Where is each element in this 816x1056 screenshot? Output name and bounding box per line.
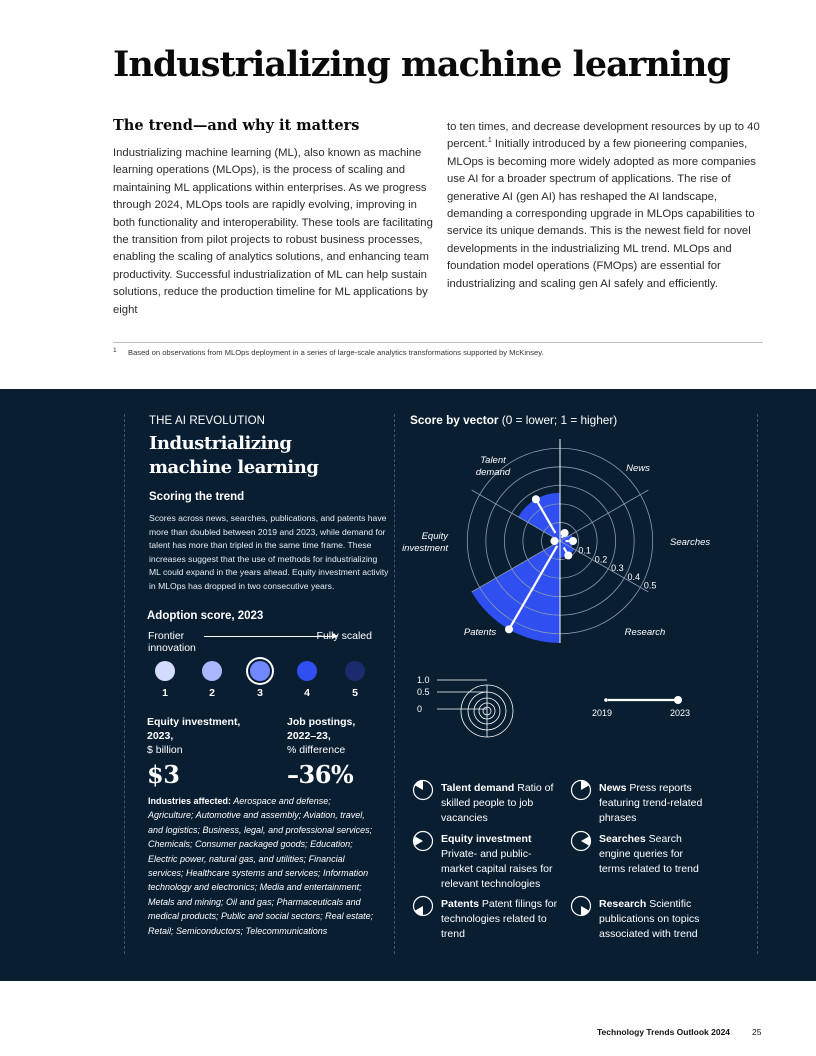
jobs-stat-value: –36% <box>287 760 354 789</box>
legend-item-title: Searches <box>599 833 646 845</box>
footnote-text: Based on observations from MLOps deployment in a series of large-scale analytics transformations supported by McKinsey. <box>128 348 544 357</box>
patents-sector-icon <box>412 895 434 917</box>
ring-tick-label: 0.1 <box>578 545 591 556</box>
icon-sector <box>581 906 589 916</box>
adoption-level-5 <box>345 661 365 681</box>
industries-list: Aerospace and defense; Agriculture; Automotive and assembly; Aviation, travel, and logistics; Business, legal, and professional services; Chemicals; Consumer packaged goods; Education; Electric power, natural gas, and utilities; Financial services; Healthcare systems and services; Information technology and electronics; Media and entertainment; Metals and mining; Oil and gas; Pharmaceuticals and medical products; Public and social sectors; Real estate; Retail; Semiconductors; Telecommunications <box>148 796 374 936</box>
score-point-2023 <box>532 495 540 503</box>
chart-title <box>410 413 617 427</box>
ring-tick-label: 0.4 <box>627 571 641 582</box>
panel-title-line2: machine learning <box>149 457 319 478</box>
jobs-label-unit: % difference <box>287 744 346 756</box>
sector-divider <box>560 541 648 592</box>
icon-sector <box>581 781 589 791</box>
timeline-end-point <box>674 696 682 704</box>
footnote-divider <box>113 342 763 343</box>
legend-item-description: Private- and public-market capital raises for relevant technologies <box>441 848 553 890</box>
adoption-level-4 <box>297 661 317 681</box>
legend-item-title: Talent demand <box>441 782 515 794</box>
adoption-level-label: 2 <box>209 687 215 699</box>
icon-sector <box>415 781 423 791</box>
legend-item-title: Research <box>599 898 647 910</box>
ring-tick-label: 0.3 <box>611 563 624 574</box>
key-tick-label: 0.5 <box>417 687 430 697</box>
scale-right-label: Fully scaled <box>316 630 372 642</box>
legend-item-title: Patents <box>441 898 479 910</box>
adoption-level-label: 1 <box>162 687 168 699</box>
adoption-level-1 <box>155 661 175 681</box>
legend-item-description: Ratio of skilled people to job vacancies <box>441 782 554 824</box>
score-point-2023 <box>564 551 572 559</box>
adoption-level-label: 4 <box>304 687 310 699</box>
chart-title-rest: (0 = lower; 1 = higher) <box>498 413 618 427</box>
vector-label-line: Talent <box>480 455 506 466</box>
timeline-start-point <box>604 698 608 702</box>
vector-label-talent-demand <box>476 455 511 478</box>
icon-sector <box>581 836 591 846</box>
adoption-level-2 <box>202 661 222 681</box>
legend-item-title: Equity investment <box>441 833 532 845</box>
legend-item-title: News <box>599 782 627 794</box>
equity-stat-value: $3 <box>147 760 180 789</box>
key-tick-label: 0 <box>417 704 423 714</box>
research-sector-icon <box>570 895 592 917</box>
score-point-2023 <box>561 529 569 537</box>
chart-key <box>412 677 742 747</box>
key-tick-label: 1.0 <box>417 675 430 685</box>
news-sector-icon <box>570 779 592 801</box>
score-point-2023 <box>550 537 558 545</box>
vector-label-line: demand <box>475 467 511 478</box>
vector-label-patents: Patents <box>463 627 497 638</box>
panel-title <box>149 432 379 480</box>
legend-item-description: Press reports featuring trend-related phrases <box>599 782 703 824</box>
equity-investment-sector-icon <box>412 830 434 852</box>
timeline-start-label: 2019 <box>591 708 613 718</box>
legend-item <box>441 832 561 892</box>
body-text-right-part1: to ten times, and decrease development resources by up to 40 percent. <box>447 121 760 151</box>
score-point-2023 <box>569 537 577 545</box>
vector-label-searches: Searches <box>670 537 711 548</box>
body-text-left: Industrializing machine learning (ML), also known as machine learning operations (MLOps), is the process of scaling and maintaining ML applications within enterprises. As we progress through 2024, MLOps tools are rapidly evolving, improving in both functionality and interoperability. These tools are facilitating the transition from pilot projects to robust business processes, enabling the scaling of analytics solutions, and enhancing team productivity. Successful industrialization of ML can help sustain solutions, reduce the production timeline for ML applications by eight <box>113 147 433 316</box>
body-text-right-part2: Initially introduced by a few pioneering companies, MLOps is becoming more widely adopted as more companies use AI for a broader spectrum of applications. The rise of generative AI (gen AI) has reshaped the AI landscape, demanding a corresponding upgrade in MLOps capabilities to service its unique demands. This is the newest field for novel developments in the industrializing ML trend. MLOps and foundation model operations (FMOps) are essential for industrializing and scaling gen AI safely and efficiently. <box>447 138 756 290</box>
legend-item <box>599 781 704 826</box>
vector-label-news: News <box>626 463 650 474</box>
jobs-label-bold: Job postings, 2022–23, <box>287 716 356 742</box>
trend-panel <box>0 389 816 981</box>
ring-tick-label: 0.5 <box>643 580 657 591</box>
scale-left-label: Frontier innovation <box>148 630 196 654</box>
footnote-reference[interactable]: 1 <box>487 137 492 145</box>
equity-stat-label <box>147 715 267 757</box>
scoring-heading: Scoring the trend <box>149 491 245 503</box>
adoption-level-label: 3 <box>257 687 263 699</box>
sector-divider <box>560 490 648 541</box>
score-by-vector-chart <box>398 429 758 689</box>
page-title: Industrializing machine learning <box>113 44 730 85</box>
legend-item-description: Scientific publications on topics associated with trend <box>599 898 700 940</box>
chart-title-bold: Score by vector <box>410 413 499 427</box>
industries-label: Industries affected: <box>148 796 232 806</box>
panel-eyebrow: THE AI REVOLUTION <box>149 415 266 427</box>
legend-item <box>441 781 561 826</box>
icon-sector <box>414 836 424 846</box>
vector-label-line: investment <box>402 543 448 554</box>
adoption-heading: Adoption score, 2023 <box>147 610 264 622</box>
adoption-level-label: 5 <box>352 687 358 699</box>
panel-title-line1: Industrializing <box>149 433 292 454</box>
icon-sector <box>415 906 423 916</box>
legend-item-description: Patent filings for technologies related to trend <box>441 898 558 940</box>
legend-item <box>441 897 561 942</box>
legend-item <box>599 897 704 942</box>
talent-demand-sector-icon <box>412 779 434 801</box>
score-point-2023 <box>505 625 513 633</box>
panel-divider-middle <box>394 414 395 954</box>
adoption-level-3 <box>250 661 270 681</box>
vector-label-research: Research <box>624 627 666 638</box>
legend-item-description: Search engine queries for terms related to trend <box>599 833 699 875</box>
section-heading: The trend—and why it matters <box>113 117 360 134</box>
jobs-stat-label <box>287 715 387 757</box>
timeline-end-label: 2023 <box>669 708 691 718</box>
industries-affected <box>148 794 378 938</box>
searches-sector-icon <box>570 830 592 852</box>
equity-label-unit: $ billion <box>147 744 183 756</box>
footnote-number: 1 <box>113 347 117 354</box>
equity-label-bold: Equity investment, 2023, <box>147 716 241 742</box>
scoring-text: Scores across news, searches, publications, and patents have more than doubled between 2019 and 2023, while demand for talent has more than tripled in the same time frame. These increases suggest that the use of methods for industrializing ML could expand in the years ahead. Equity investment activity in MLOps has dropped in two consecutive years. <box>149 513 389 591</box>
body-text-right <box>447 119 767 293</box>
footer-publication: Technology Trends Outlook 2024 <box>597 1027 731 1037</box>
page-number: 25 <box>752 1027 762 1037</box>
ring-tick-label: 0.2 <box>594 554 608 565</box>
panel-divider-left <box>124 414 125 954</box>
vector-label-line: Equity <box>421 531 448 542</box>
legend-item <box>599 832 704 877</box>
vector-label-equity-investment <box>402 531 449 554</box>
